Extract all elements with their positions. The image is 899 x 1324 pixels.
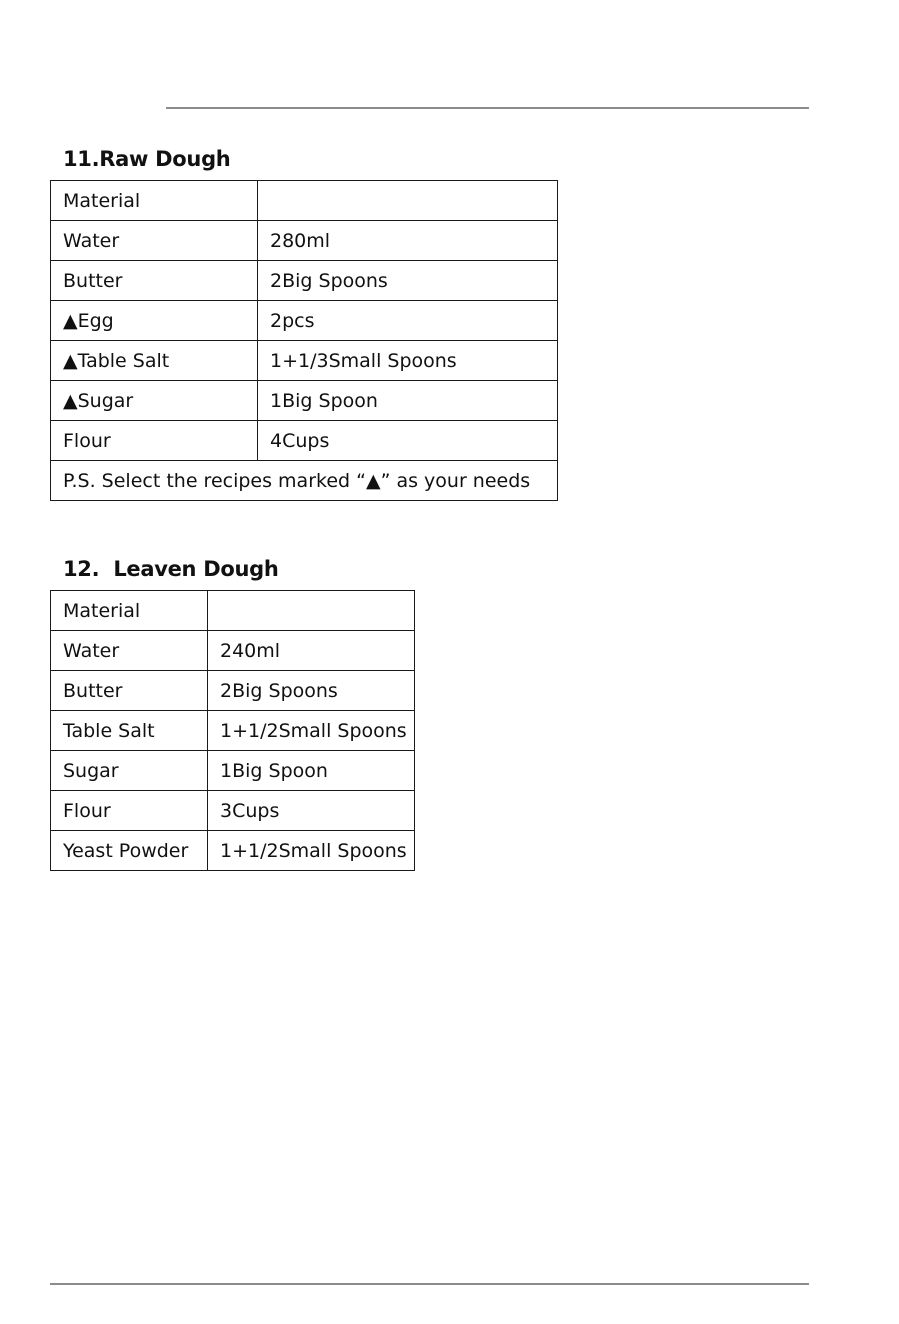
amount-cell: 240ml bbox=[208, 631, 415, 671]
note-row bbox=[51, 461, 558, 501]
material-cell: Flour bbox=[51, 791, 208, 831]
table-row bbox=[51, 751, 415, 791]
material-cell: ▲Egg bbox=[51, 301, 258, 341]
table-row bbox=[51, 791, 415, 831]
recipe-note: P.S. Select the recipes marked “▲” as your needs bbox=[51, 461, 558, 501]
table-header-row bbox=[51, 591, 415, 631]
amount-cell: 1+1/2Small Spoons bbox=[208, 831, 415, 871]
table-row bbox=[51, 711, 415, 751]
table-row bbox=[51, 671, 415, 711]
material-cell: ▲Table Salt bbox=[51, 341, 258, 381]
material-cell: Water bbox=[51, 631, 208, 671]
table-row bbox=[51, 421, 558, 461]
amount-cell: 2pcs bbox=[258, 301, 558, 341]
section-title-raw-dough: 11.Raw Dough bbox=[63, 147, 231, 171]
amount-cell: 280ml bbox=[258, 221, 558, 261]
header-material: Material bbox=[51, 181, 258, 221]
table-row bbox=[51, 261, 558, 301]
table-row bbox=[51, 831, 415, 871]
table-row bbox=[51, 631, 415, 671]
top-divider-line bbox=[166, 107, 809, 109]
material-cell: Flour bbox=[51, 421, 258, 461]
header-material: Material bbox=[51, 591, 208, 631]
table-header-row bbox=[51, 181, 558, 221]
material-cell: ▲Sugar bbox=[51, 381, 258, 421]
leaven-dough-table bbox=[50, 590, 415, 871]
amount-cell: 2Big Spoons bbox=[258, 261, 558, 301]
header-amount bbox=[258, 181, 558, 221]
amount-cell: 1+1/2Small Spoons bbox=[208, 711, 415, 751]
amount-cell: 3Cups bbox=[208, 791, 415, 831]
material-cell: Water bbox=[51, 221, 258, 261]
table-row bbox=[51, 221, 558, 261]
table-row bbox=[51, 341, 558, 381]
material-cell: Yeast Powder bbox=[51, 831, 208, 871]
material-cell: Table Salt bbox=[51, 711, 208, 751]
amount-cell: 1Big Spoon bbox=[208, 751, 415, 791]
table-row bbox=[51, 301, 558, 341]
amount-cell: 2Big Spoons bbox=[208, 671, 415, 711]
amount-cell: 4Cups bbox=[258, 421, 558, 461]
raw-dough-table bbox=[50, 180, 558, 501]
material-cell: Sugar bbox=[51, 751, 208, 791]
header-amount bbox=[208, 591, 415, 631]
material-cell: Butter bbox=[51, 261, 258, 301]
amount-cell: 1Big Spoon bbox=[258, 381, 558, 421]
material-cell: Butter bbox=[51, 671, 208, 711]
table-row bbox=[51, 381, 558, 421]
bottom-divider-line bbox=[50, 1283, 809, 1285]
section-title-leaven-dough: 12. Leaven Dough bbox=[63, 557, 279, 581]
amount-cell: 1+1/3Small Spoons bbox=[258, 341, 558, 381]
